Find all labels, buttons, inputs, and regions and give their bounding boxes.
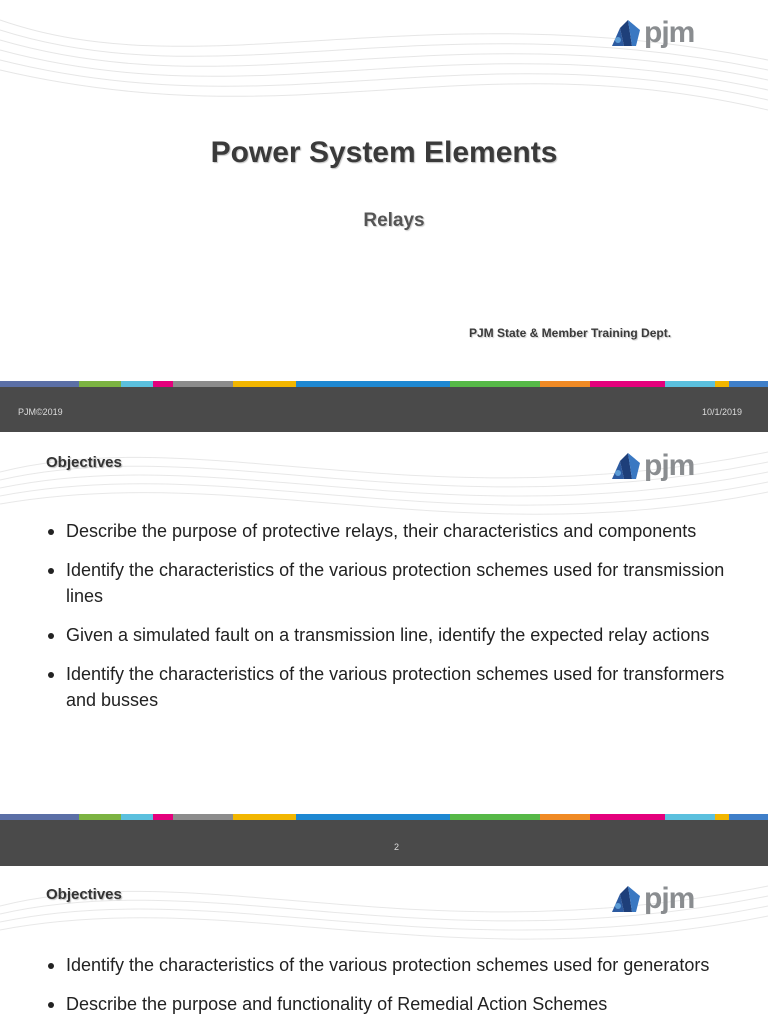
footer-bar (0, 387, 768, 432)
title-slide (0, 0, 768, 432)
footer-date: 10/1/2019 (701, 407, 742, 417)
bullet-icon (48, 633, 54, 639)
list-item: Identify the characteristics of the various protection schemes used for transformers and busses (46, 661, 736, 713)
footer-bar (0, 820, 768, 866)
objectives-list (46, 952, 736, 1024)
pjm-tower-icon (610, 18, 644, 48)
bullet-icon (48, 672, 54, 678)
pjm-logo (610, 449, 694, 483)
bullet-icon (48, 963, 54, 969)
bullet-icon (48, 1002, 54, 1008)
list-item: Identify the characteristics of the various protection schemes used for generators (46, 952, 736, 978)
objectives-slide-1 (0, 432, 768, 866)
pjm-logo (610, 882, 694, 916)
page-number: 2 (394, 842, 400, 852)
bullet-icon (48, 568, 54, 574)
pjm-tower-icon (610, 451, 644, 481)
slide-heading: Objectives (46, 454, 122, 471)
slide-subtitle: Relays (363, 210, 425, 231)
objectives-list (46, 518, 736, 726)
list-item: Identify the characteristics of the various protection schemes used for transmission lines (46, 557, 736, 609)
pjm-logo (610, 16, 694, 50)
department-name: PJM State & Member Training Dept. (469, 326, 672, 340)
pjm-tower-icon (610, 884, 644, 914)
pjm-logo-text: pjm (644, 449, 695, 482)
footer-copyright: PJM©2019 (18, 407, 63, 417)
list-item: Describe the purpose and functionality of Remedial Action Schemes (46, 991, 736, 1017)
slide-title: Power System Elements (210, 136, 558, 169)
objectives-slide-2 (0, 866, 768, 1024)
list-item: Describe the purpose of protective relays, their characteristics and components (46, 518, 736, 544)
bullet-icon (48, 529, 54, 535)
slide-heading: Objectives (46, 886, 122, 903)
list-item: Given a simulated fault on a transmission line, identify the expected relay actions (46, 622, 736, 648)
pjm-logo-text: pjm (644, 16, 695, 49)
pjm-logo-text: pjm (644, 882, 695, 915)
